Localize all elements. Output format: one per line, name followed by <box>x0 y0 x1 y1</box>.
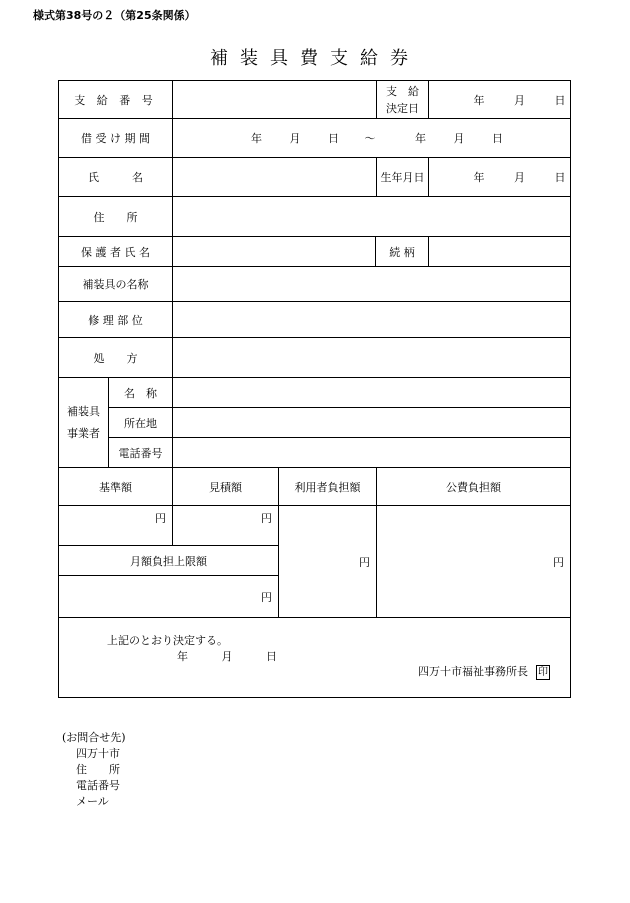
standard-amount-field[interactable]: 円 <box>59 506 173 546</box>
day-unit: 日 <box>328 132 339 145</box>
month-unit: 月 <box>453 132 465 145</box>
device-name-field[interactable] <box>173 267 571 302</box>
inquiry-email: メール <box>76 795 109 808</box>
payment-number-label: 支 給 番 号 <box>59 81 173 119</box>
vendor-phone-label: 電話番号 <box>109 438 173 468</box>
lending-period-field[interactable] <box>173 119 571 158</box>
decision-section <box>59 618 571 698</box>
relationship-field[interactable] <box>429 237 571 267</box>
device-name-label: 補装具の名称 <box>59 267 173 302</box>
user-burden-label: 利用者負担額 <box>279 468 377 506</box>
payment-number-field[interactable] <box>173 81 377 119</box>
tilde-separator: ～ <box>364 132 376 145</box>
month-unit: 月 <box>221 650 233 663</box>
address-label: 住 所 <box>59 197 173 237</box>
vendor-name-label: 名 称 <box>109 378 173 408</box>
form-number: 様式第38号の２（第25条関係） <box>33 9 196 22</box>
year-unit: 年 <box>177 650 188 663</box>
voucher-table <box>58 80 571 698</box>
day-unit: 日 <box>266 650 277 663</box>
public-burden-field[interactable]: 円 <box>377 506 571 618</box>
inquiry-city: 四万十市 <box>76 747 120 760</box>
standard-amount-label: 基準額 <box>59 468 173 506</box>
inquiry-heading: (お問合せ先) <box>62 731 126 744</box>
month-unit: 月 <box>289 132 301 145</box>
monthly-cap-label: 月額負担上限額 <box>59 546 279 576</box>
public-burden-label: 公費負担額 <box>377 468 571 506</box>
relationship-label: 続 柄 <box>375 236 428 267</box>
inquiry-phone: 電話番号 <box>76 779 120 792</box>
vendor-phone-field[interactable] <box>173 438 571 468</box>
vendor-group-label: 補装具 事業者 <box>59 378 109 468</box>
monthly-cap-field[interactable]: 円 <box>59 576 279 618</box>
guardian-name-field[interactable] <box>173 237 429 267</box>
birth-date-field[interactable] <box>429 158 571 197</box>
day-unit: 日 <box>554 171 566 184</box>
signer <box>418 663 550 680</box>
vendor-location-field[interactable] <box>173 408 571 438</box>
signer-name: 四万十市福祉事務所長 <box>418 665 529 678</box>
repair-part-field[interactable] <box>173 302 571 338</box>
lending-period-label: 借 受 け 期 間 <box>59 119 173 158</box>
prescription-label: 処 方 <box>59 338 173 378</box>
year-unit: 年 <box>473 171 485 184</box>
decision-date-field[interactable] <box>429 81 571 119</box>
vendor-name-field[interactable] <box>173 378 571 408</box>
decision-statement: 上記のとおり決定する。 <box>107 634 228 647</box>
vendor-location-label: 所在地 <box>109 408 173 438</box>
seal-mark: 印 <box>538 667 549 678</box>
name-label: 氏 名 <box>59 158 173 197</box>
estimate-amount-label: 見積額 <box>173 468 279 506</box>
decision-date <box>177 648 277 664</box>
repair-part-label: 修 理 部 位 <box>59 302 173 338</box>
inquiry-address: 住 所 <box>76 763 120 776</box>
year-unit: 年 <box>473 93 485 107</box>
birth-date-label: 生年月日 <box>377 158 429 197</box>
prescription-field[interactable] <box>173 338 571 378</box>
user-burden-field[interactable]: 円 <box>279 506 377 618</box>
name-field[interactable] <box>173 158 377 197</box>
estimate-amount-field[interactable]: 円 <box>173 506 279 546</box>
day-unit: 日 <box>492 132 503 145</box>
guardian-name-label: 保 護 者 氏 名 <box>59 237 173 267</box>
month-unit: 月 <box>514 93 526 107</box>
year-unit: 年 <box>251 132 262 145</box>
month-unit: 月 <box>514 171 526 184</box>
address-field[interactable] <box>173 197 571 237</box>
page-title: 補装具費支給券 <box>210 48 420 69</box>
year-unit: 年 <box>415 132 426 145</box>
inquiry-block <box>62 730 126 810</box>
decision-date-label: 支 給 決定日 <box>377 81 429 119</box>
day-unit: 日 <box>554 93 566 107</box>
